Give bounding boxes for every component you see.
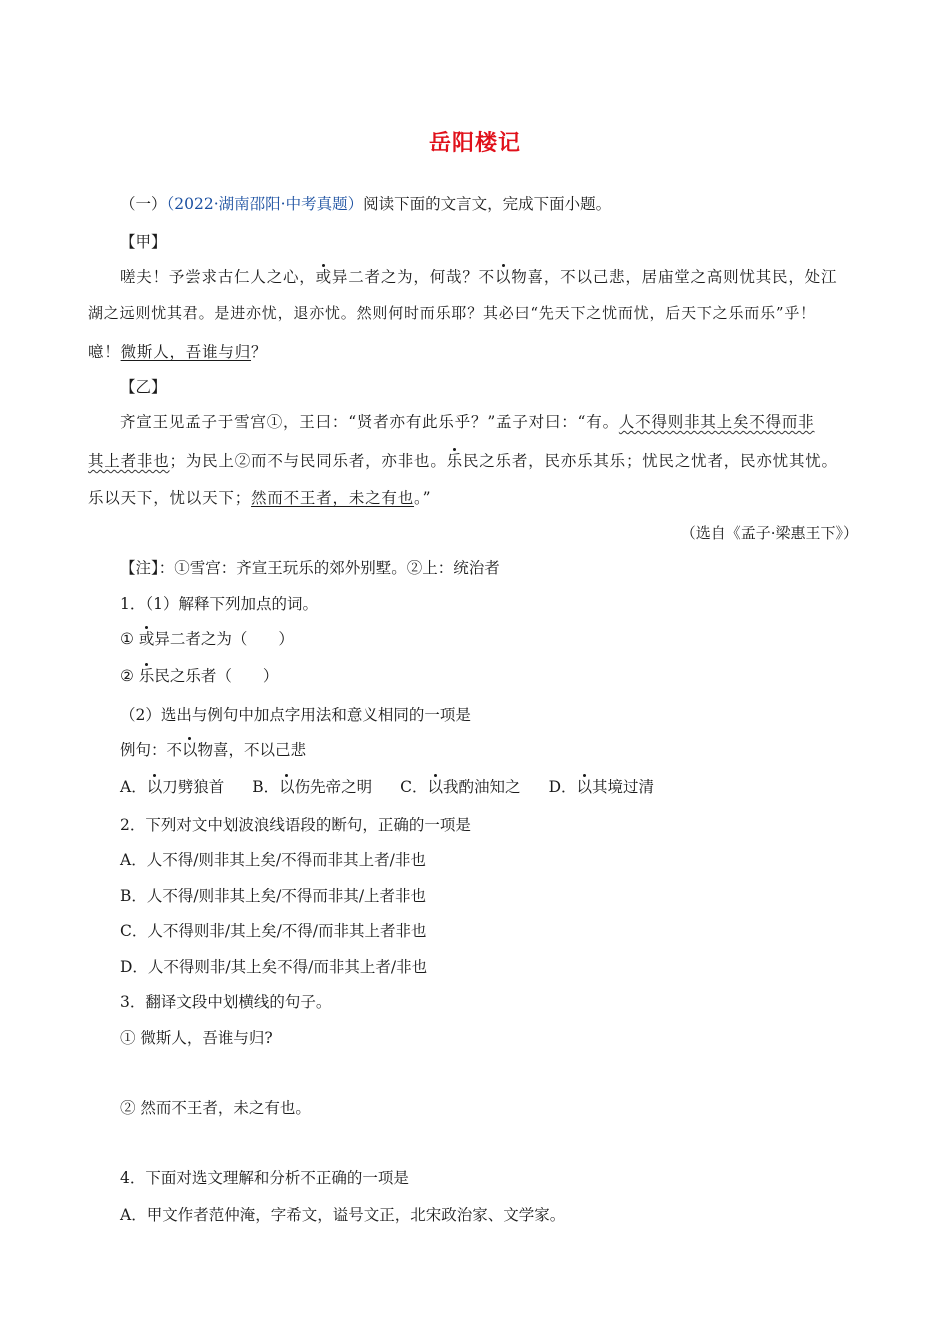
page-title: 岳阳楼记 xyxy=(428,130,521,156)
option-c: C．以我酌油知之 xyxy=(400,778,521,796)
q1-options xyxy=(120,776,682,798)
jia-label: 【甲】 xyxy=(120,233,167,251)
dotted-char: 乐 xyxy=(138,667,155,685)
dotted-char: 或 xyxy=(138,630,155,648)
q2-option-b: B．人不得/则非其上矣/不得而非其/上者非也 xyxy=(120,887,427,905)
option-d: D．以其境过清 xyxy=(548,778,655,796)
dotted-char: 或 xyxy=(315,268,332,286)
dotted-char: 以 xyxy=(494,268,512,286)
q2-option-d: D．人不得则非/其上矣不得/而非其上者/非也 xyxy=(120,958,428,976)
q2-option-a: A．人不得/则非其上矣/不得而非其上者/非也 xyxy=(120,851,426,869)
yi-line-2: 其上者非也；为民上②而不与民同乐者，亦非也。乐民之乐者，民亦乐其乐；忧民之忧者，民亦忧其忧。 xyxy=(88,452,838,470)
q1-item-1: ① 或异二者之为（ ） xyxy=(120,630,294,648)
q2-option-c: C．人不得则非/其上矣/不得/而非其上者非也 xyxy=(120,922,427,940)
q1-example: 例句：不以物喜，不以己悲 xyxy=(120,741,307,759)
jia-line-3: 噫！微斯人，吾谁与归？ xyxy=(88,343,268,361)
dotted-char: 以 xyxy=(182,741,198,759)
intro-line: （一）（2022·湖南邵阳·中考真题）阅读下面的文言文，完成下面小题。 xyxy=(120,195,612,213)
jia-line-1: 嗟夫！予尝求古仁人之心，或异二者之为，何哉？不以物喜，不以己悲，居庙堂之高则忧其民，处江 xyxy=(120,268,838,286)
q3-item-2: ② 然而不王者，未之有也。 xyxy=(120,1099,311,1117)
yi-line-1: 齐宣王见孟子于雪宫①，王曰：“贤者亦有此乐乎？”孟子对曰：“有。人不得则非其上矣不得而非 xyxy=(120,413,815,431)
option-b: B．以伤先帝之明 xyxy=(252,778,373,796)
q1-sub2: （2）选出与例句中加点字用法和意义相同的一项是 xyxy=(120,706,471,724)
q2-stem: 2．下列对文中划波浪线语段的断句，正确的一项是 xyxy=(120,816,471,834)
note-line: 【注】：①雪宫：齐宣王玩乐的郊外别墅。②上：统治者 xyxy=(120,559,500,577)
q3-stem: 3．翻译文段中划横线的句子。 xyxy=(120,993,332,1011)
wavy-segment: 人不得则非其上矣不得而非 xyxy=(618,413,815,431)
source-citation: （选自《孟子·梁惠王下》） xyxy=(680,524,858,542)
q1-stem: 1．（1）解释下列加点的词。 xyxy=(120,595,318,613)
yi-label: 【乙】 xyxy=(120,378,167,396)
wavy-segment: 其上者非也 xyxy=(88,452,170,470)
yi-line-3: 乐以天下，忧以天下；然而不王者，未之有也。” xyxy=(88,489,432,507)
dotted-char: 乐 xyxy=(446,452,463,470)
q3-item-1: ① 微斯人，吾谁与归? xyxy=(120,1029,273,1047)
q4-option-a: A．甲文作者范仲淹，字希文，谥号文正，北宋政治家、文学家。 xyxy=(120,1206,566,1224)
underlined-sentence-1: 微斯人，吾谁与归 xyxy=(120,343,252,361)
source-tag: （2022·湖南邵阳·中考真题） xyxy=(166,195,364,213)
underlined-sentence-2: 然而不王者，未之有也 xyxy=(251,489,415,507)
jia-line-2: 湖之远则忧其君。是进亦忧，退亦忧。然则何时而乐耶？其必曰“先天下之忧而忧，后天下之乐而乐”乎！ xyxy=(88,304,816,322)
option-a: A．以刀劈狼首 xyxy=(120,778,225,796)
q4-stem: 4．下面对选文理解和分析不正确的一项是 xyxy=(120,1169,409,1187)
q1-item-2: ② 乐民之乐者（ ） xyxy=(120,667,279,685)
